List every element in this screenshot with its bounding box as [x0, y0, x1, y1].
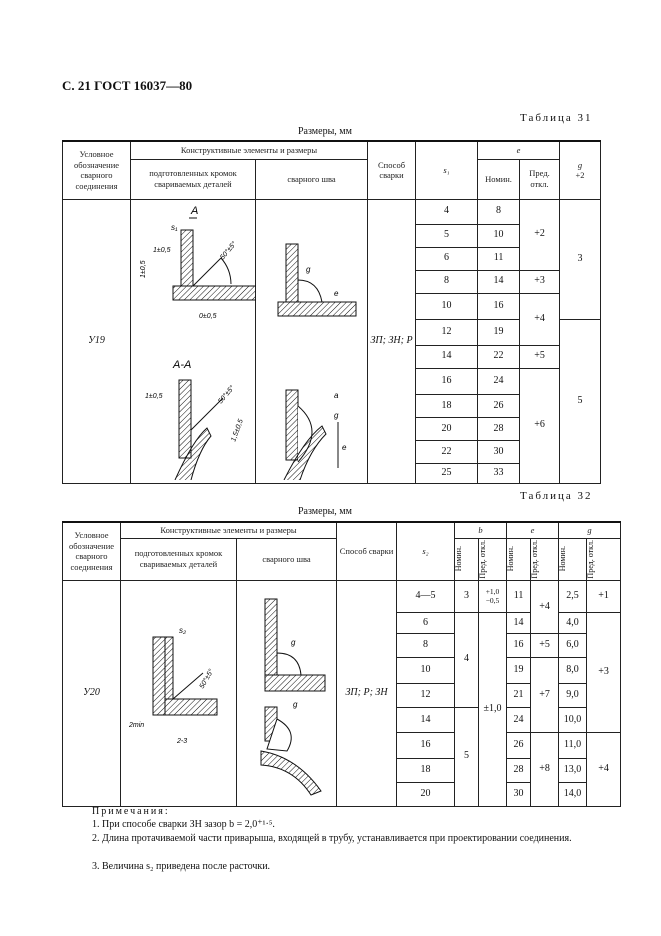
header-g-nom — [559, 538, 587, 580]
e-nom-cell: 26 — [478, 394, 520, 417]
u20-prep-drawing — [121, 581, 237, 803]
header-g-tol: +2 — [575, 170, 585, 181]
drawing-prepared-u19 — [131, 199, 256, 483]
g-dev-cell: +4 — [587, 733, 621, 807]
drawing-seam-u19 — [256, 199, 368, 483]
g-dev-cell: +1 — [587, 580, 621, 612]
e-dev-cell: +5 — [531, 634, 559, 658]
e-dev-cell: +7 — [531, 658, 559, 733]
header-b-dev-text: Пред. откл. — [478, 539, 488, 579]
g-dev-cell: +3 — [587, 612, 621, 733]
header-elements: Конструктивные элементы и размеры — [121, 522, 337, 538]
base-plate — [173, 286, 256, 300]
u19-prep-drawing — [131, 200, 256, 480]
header-e-dev-text: Пред. откл. — [530, 539, 540, 579]
e-nom-cell: 14 — [478, 270, 520, 293]
g-nom-cell: 4,0 — [559, 612, 587, 634]
g-nom-cell: 9,0 — [559, 683, 587, 707]
s-cell: 8 — [397, 634, 455, 658]
e-dev-cell: +4 — [531, 580, 559, 634]
header-b-nom — [455, 538, 479, 580]
g2-dim: g — [334, 410, 339, 420]
g-nom-cell: 11,0 — [559, 733, 587, 759]
g-nom-cell: 6,0 — [559, 634, 587, 658]
e-nom-cell: 10 — [478, 224, 520, 247]
g-cell: 5 — [560, 319, 601, 483]
header-g — [560, 141, 601, 199]
g-nom-cell: 8,0 — [559, 658, 587, 684]
header-e-nom-text: Номин. — [506, 546, 516, 572]
gap-dim: 2-3 — [177, 737, 188, 745]
e-nom-cell: 21 — [507, 683, 531, 707]
header-e-nom: Номин. — [478, 159, 520, 199]
s-cell: 10 — [397, 658, 455, 684]
table32-caption: Размеры, мм — [298, 506, 352, 517]
header-e-nom — [507, 538, 531, 580]
s-cell: 16 — [397, 733, 455, 759]
method-u20: ЗП; Р; ЗН — [337, 580, 397, 806]
header-e-dev — [531, 538, 559, 580]
drawing-seam-u20 — [237, 580, 337, 806]
s-cell: 25 — [416, 463, 478, 483]
e-dim: e — [334, 288, 339, 298]
e-nom-cell: 24 — [478, 368, 520, 394]
s-cell: 6 — [397, 612, 455, 634]
e-nom-cell: 19 — [507, 658, 531, 684]
notes-title: Примечания: — [92, 806, 170, 817]
s-cell: 10 — [416, 293, 478, 319]
s-cell: 4—5 — [397, 580, 455, 612]
s-cell: 5 — [416, 224, 478, 247]
g-nom-cell: 14,0 — [559, 782, 587, 806]
e-dev-cell: +3 — [520, 270, 560, 293]
table31-label: Таблица 31 — [520, 112, 593, 124]
header-designation: Условное обозначение сварного соединения — [63, 522, 121, 580]
header-designation: Условное обозначение сварного соединения — [63, 141, 131, 199]
section-aa-label: А-А — [173, 358, 192, 371]
b-nom-cell: 4 — [455, 612, 479, 707]
e-nom-cell: 30 — [507, 782, 531, 806]
header-method: Способ сварки — [337, 522, 397, 580]
e-dev-cell: +6 — [520, 368, 560, 483]
e-nom-cell: 22 — [478, 345, 520, 368]
e-dev-cell: +4 — [520, 293, 560, 345]
b-nom-cell: 3 — [455, 580, 479, 612]
min-dim: 2min — [129, 721, 145, 729]
table-32 — [62, 521, 621, 807]
len-dim: 1,5±0,5 — [230, 417, 245, 443]
note-1: 1. При способе сварки ЗН зазор b = 2,0⁺¹·⁵. — [92, 819, 275, 830]
header-prepared: подготовленных кромок свариваемых деталей — [121, 538, 237, 580]
g-dim: g — [291, 637, 296, 647]
pipe-wall — [181, 230, 193, 286]
s-cell: 6 — [416, 247, 478, 270]
note-3: 3. Величина s₂ приведена после расточки. — [92, 861, 271, 872]
dim-4: 1±0,5 — [145, 392, 163, 400]
header-s2: s₂ — [397, 522, 455, 580]
e-dev-cell: +8 — [531, 733, 559, 807]
header-g-dev — [587, 538, 621, 580]
e-nom-cell: 28 — [478, 417, 520, 440]
header-seam: сварного шва — [237, 538, 337, 580]
e-nom-cell: 30 — [478, 440, 520, 463]
header-b: b — [455, 522, 507, 538]
g-dim: g — [306, 264, 311, 274]
e-nom-cell: 14 — [507, 612, 531, 634]
table-31 — [62, 140, 601, 484]
s-cell: 14 — [397, 707, 455, 733]
s-cell: 16 — [416, 368, 478, 394]
page-header: С. 21 ГОСТ 16037—80 — [62, 78, 193, 93]
drawing-prepared-u20 — [121, 580, 237, 806]
dim-2: 1±0,5 — [140, 260, 147, 278]
e-nom-cell: 26 — [507, 733, 531, 759]
e-nom-cell: 11 — [478, 247, 520, 270]
table31-caption: Размеры, мм — [298, 126, 352, 137]
header-method: Способ сварки — [368, 141, 416, 199]
e2-dim: e — [342, 442, 347, 452]
s-cell: 20 — [416, 417, 478, 440]
section-a-label: А — [191, 204, 199, 217]
s-cell: 20 — [397, 782, 455, 806]
b-dev-cell: ±1,0 — [479, 612, 507, 806]
table32-label: Таблица 32 — [520, 490, 593, 502]
dim-3: 0±0,5 — [199, 312, 217, 320]
header-g-dev-text: Пред. откл. — [586, 539, 596, 579]
method-u19: ЗП; ЗН; Р — [368, 199, 416, 483]
s-cell: 12 — [416, 319, 478, 345]
header-e: e — [507, 522, 559, 538]
e-nom-cell: 16 — [478, 293, 520, 319]
angle-dim: 50°±5° — [198, 667, 216, 690]
angle-2: 50°±5° — [217, 384, 237, 405]
e-nom-cell: 33 — [478, 463, 520, 483]
note-2: 2. Длина протачиваемой части привaрыша, входящей в трубу, устанавливается при проектировании соединения. — [92, 833, 572, 844]
header-g-nom-text: Номин. — [558, 546, 568, 572]
g2-dim: g — [293, 699, 298, 709]
header-e-dev: Пред. откл. — [520, 159, 560, 199]
s-cell: 8 — [416, 270, 478, 293]
header-b-dev — [479, 538, 507, 580]
e-nom-cell: 11 — [507, 580, 531, 612]
a-dim: a — [334, 390, 339, 400]
header-b-nom-text: Номин. — [454, 546, 464, 572]
g-cell: 3 — [560, 199, 601, 319]
s1-dim: s₁ — [171, 222, 178, 232]
designation-u20: У20 — [63, 580, 121, 806]
s-cell: 18 — [397, 758, 455, 782]
s-cell: 18 — [416, 394, 478, 417]
s-cell: 22 — [416, 440, 478, 463]
g-nom-cell: 10,0 — [559, 707, 587, 733]
e-nom-cell: 28 — [507, 758, 531, 782]
b-dev-cell: +1,0 −0,5 — [479, 580, 507, 612]
angle-1: 50°±5° — [219, 240, 239, 261]
u19-seam-drawing — [256, 200, 368, 480]
g-nom-cell: 13,0 — [559, 758, 587, 782]
s-cell: 4 — [416, 199, 478, 224]
header-s1: s₁ — [416, 141, 478, 199]
header-e: e — [478, 141, 560, 159]
e-nom-cell: 16 — [507, 634, 531, 658]
header-seam: сварного шва — [256, 159, 368, 199]
e-dev-cell: +2 — [520, 199, 560, 270]
s-cell: 14 — [416, 345, 478, 368]
s-cell: 12 — [397, 683, 455, 707]
dim-1: 1±0,5 — [153, 246, 171, 254]
designation-u19: У19 — [63, 199, 131, 483]
e-nom-cell: 8 — [478, 199, 520, 224]
e-dev-cell: +5 — [520, 345, 560, 368]
header-prepared: подготовленных кромок свариваемых деталей — [131, 159, 256, 199]
g-nom-cell: 2,5 — [559, 580, 587, 612]
e-nom-cell: 19 — [478, 319, 520, 345]
header-elements: Конструктивные элементы и размеры — [131, 141, 368, 159]
s2-dim: s₂ — [179, 625, 187, 635]
header-g: g — [559, 522, 621, 538]
u20-seam-drawing — [237, 581, 337, 803]
b-nom-cell: 5 — [455, 707, 479, 806]
header-g-label: g — [577, 159, 583, 170]
e-nom-cell: 24 — [507, 707, 531, 733]
